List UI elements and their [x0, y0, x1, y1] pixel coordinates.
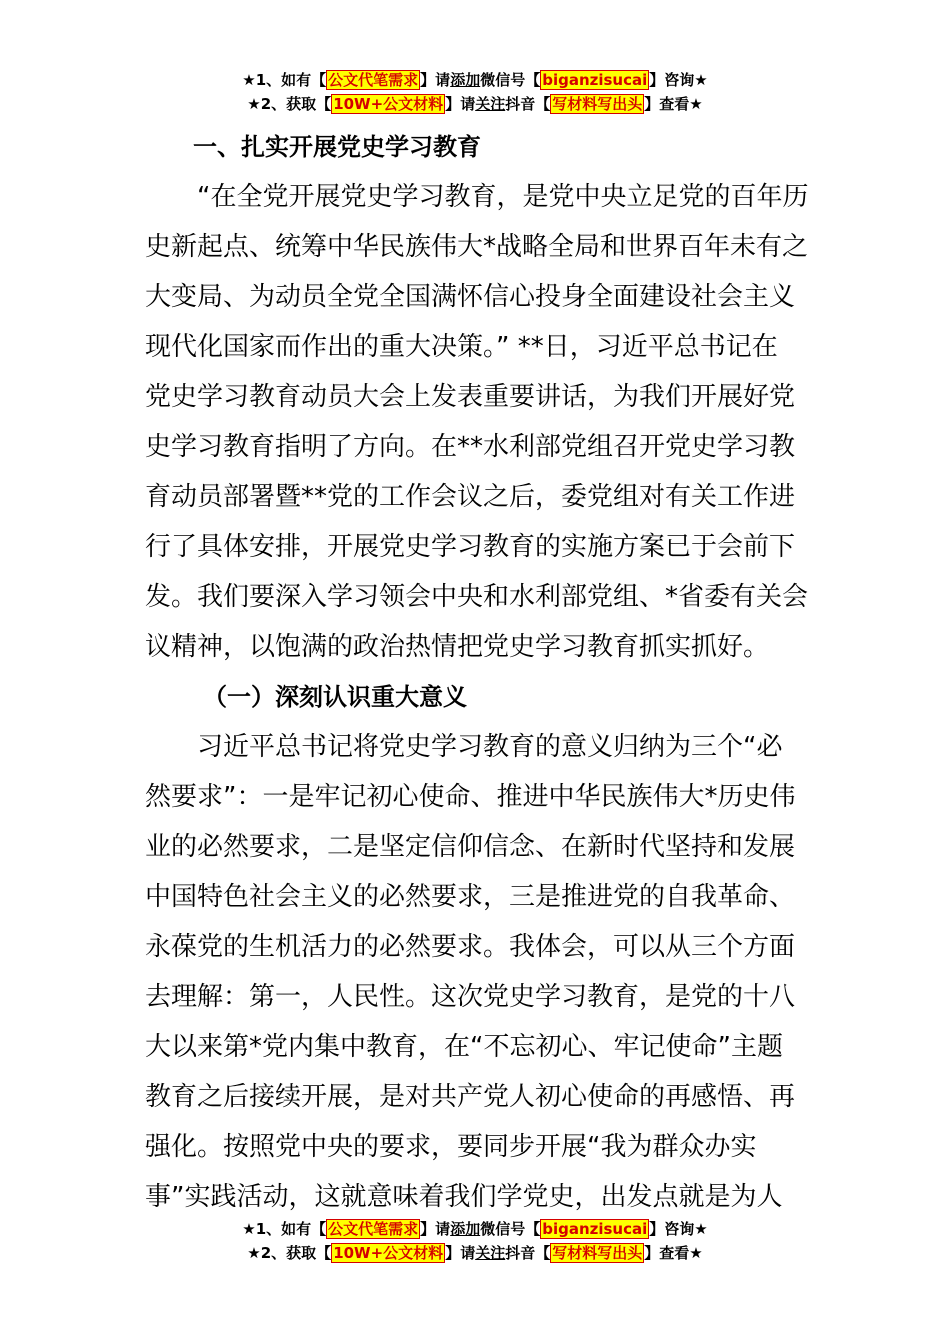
paragraph-1 [145, 172, 810, 672]
highlight-materials: 10W+公文材料 [333, 1244, 444, 1262]
highlight-materials: 10W+公文材料 [333, 95, 444, 113]
text-line: 去理解：第一，人民性。这次党史学习教育，是党的十八 [145, 982, 796, 1012]
text-line: 史新起点、统筹中华民族伟大*战略全局和世界百年未有之 [145, 232, 809, 262]
highlight-service: 公文代笔需求 [328, 71, 419, 89]
text-line: 行了具体安排，开展党史学习教育的实施方案已于会前下 [145, 532, 796, 562]
banner-line-2: ★2、获取【 10W+公文材料 】请关注抖音【 写材料写出头 】查看★ [247, 95, 703, 113]
banner-line-1: ★1、如有【 公文代笔需求 】请添加微信号【 biganzisucai 】咨询★ [242, 71, 708, 89]
highlight-douyin: 写材料写出头 [552, 95, 643, 113]
text-line: 习近平总书记将党史学习教育的意义归纳为三个“必 [197, 732, 783, 762]
highlight-wechat-id: biganzisucai [542, 1220, 648, 1238]
text-line: 强化。按照党中央的要求，要同步开展“我为群众办实 [145, 1132, 757, 1162]
text-line: 永葆党的生机活力的必然要求。我体会，可以从三个方面 [145, 932, 796, 962]
highlight-service: 公文代笔需求 [328, 1220, 419, 1238]
highlight-douyin: 写材料写出头 [552, 1244, 643, 1262]
text-line: 教育之后接续开展，是对共产党人初心使命的再感悟、再 [145, 1082, 796, 1112]
text-line: 业的必然要求，二是坚定信仰信念、在新时代坚持和发展 [145, 832, 796, 862]
document-body [145, 122, 810, 1222]
header-banner [0, 68, 950, 116]
text-line: 现代化国家而作出的重大决策。” **日，习近平总书记在 [145, 332, 778, 362]
banner-line-1: ★1、如有【 公文代笔需求 】请添加微信号【 biganzisucai 】咨询★ [242, 1220, 708, 1238]
text-line: 然要求”：一是牢记初心使命、推进中华民族伟大*历史伟 [145, 782, 796, 812]
paragraph-2 [145, 722, 810, 1222]
text-line: 事”实践活动，这就意味着我们学党史，出发点就是为人 [145, 1182, 783, 1212]
text-line: “在全党开展党史学习教育，是党中央立足党的百年历 [197, 182, 809, 212]
footer-banner [0, 1217, 950, 1265]
text-line: 议精神，以饱满的政治热情把党史学习教育抓实抓好。 [145, 632, 770, 662]
text-line: 大以来第*党内集中教育，在“不忘初心、牢记使命”主题 [145, 1032, 783, 1062]
highlight-wechat-id: biganzisucai [542, 71, 648, 89]
subsection-heading: （一）深刻认识重大意义 [203, 683, 467, 711]
text-line: 大变局、为动员全党全国满怀信心投身全面建设社会主义 [145, 282, 796, 312]
text-line: 育动员部署暨**党的工作会议之后，委党组对有关工作进 [145, 482, 796, 512]
section-heading: 一、扎实开展党史学习教育 [193, 133, 481, 161]
text-line: 中国特色社会主义的必然要求，三是推进党的自我革命、 [145, 882, 796, 912]
text-line: 史学习教育指明了方向。在**水利部党组召开党史学习教 [145, 432, 796, 462]
banner-line-2: ★2、获取【 10W+公文材料 】请关注抖音【 写材料写出头 】查看★ [247, 1244, 703, 1262]
text-line: 党史学习教育动员大会上发表重要讲话，为我们开展好党 [145, 382, 796, 412]
text-line: 发。我们要深入学习领会中央和水利部党组、*省委有关会 [145, 582, 809, 612]
